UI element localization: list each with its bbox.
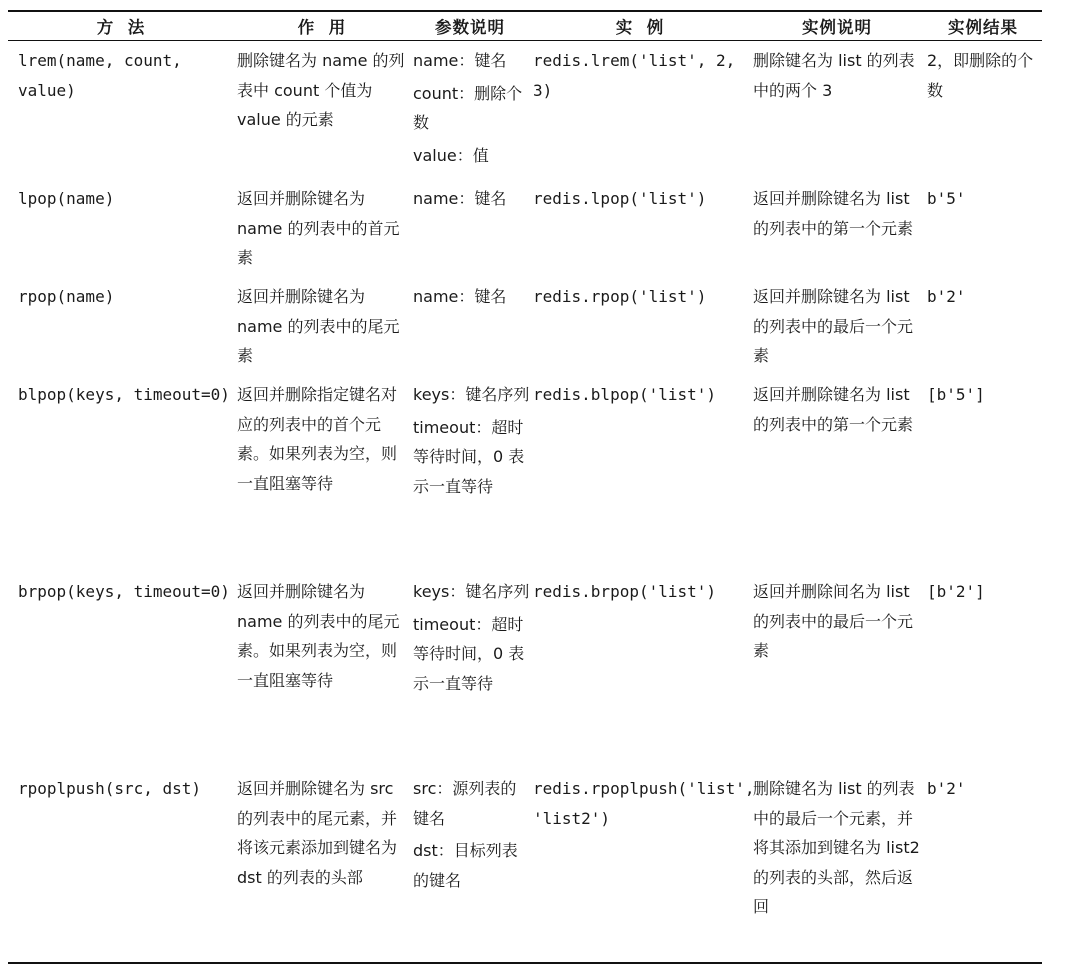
params-cell bbox=[410, 276, 530, 374]
result-cell: b'2' bbox=[927, 287, 966, 306]
purpose-cell: 返回并删除键名为 src 的列表中的尾元素，并将该元素添加到键名为 dst 的列表的头部 bbox=[237, 779, 398, 887]
example-desc-cell: 返回并删除键名为 list 的列表中的最后一个元素 bbox=[753, 287, 914, 365]
header-example-result: 实例结果 bbox=[948, 18, 1018, 37]
example-cell: redis.lpop('list') bbox=[533, 189, 707, 208]
params-cell bbox=[410, 768, 530, 958]
table-row bbox=[8, 374, 1042, 571]
header-method: 方 法 bbox=[96, 18, 146, 37]
params-cell bbox=[410, 374, 530, 571]
example-cell: redis.blpop('list') bbox=[533, 385, 717, 404]
header-purpose: 作 用 bbox=[297, 18, 347, 37]
table-row bbox=[8, 276, 1042, 374]
params-cell bbox=[410, 178, 530, 276]
param-item: keys：键名序列 bbox=[413, 385, 530, 404]
param-item: name：键名 bbox=[413, 287, 507, 306]
purpose-cell: 返回并删除键名为 name 的列表中的首元素 bbox=[237, 189, 400, 267]
param-item: keys：键名序列 bbox=[413, 582, 530, 601]
table-row bbox=[8, 768, 1042, 958]
example-desc-cell: 返回并删除键名为 list 的列表中的第一个元素 bbox=[753, 385, 914, 434]
table-header-row bbox=[8, 12, 1042, 40]
table-bottom-rule bbox=[8, 962, 1042, 964]
param-item: name：键名 bbox=[413, 189, 507, 208]
purpose-cell: 删除键名为 name 的列表中 count 个值为 value 的元素 bbox=[237, 51, 405, 129]
result-cell: b'5' bbox=[927, 189, 966, 208]
purpose-cell: 返回并删除键名为 name 的列表中的尾元素。如果列表为空，则一直阻塞等待 bbox=[237, 582, 400, 690]
redis-list-methods-table bbox=[8, 12, 1042, 958]
method-cell: rpop(name) bbox=[18, 287, 115, 306]
param-item: dst：目标列表的键名 bbox=[413, 841, 518, 890]
example-desc-cell: 删除键名为 list 的列表中的最后一个元素，并将其添加到键名为 list2 的列表的头部，然后返回 bbox=[753, 779, 920, 916]
example-cell: redis.brpop('list') bbox=[533, 582, 717, 601]
result-cell: [b'2'] bbox=[927, 582, 985, 601]
params-cell bbox=[410, 571, 530, 768]
param-item: value：值 bbox=[413, 145, 489, 165]
result-cell: b'2' bbox=[927, 779, 966, 798]
params-cell bbox=[410, 40, 530, 178]
param-item: name：键名 bbox=[413, 51, 507, 70]
purpose-cell: 返回并删除指定键名对应的列表中的首个元素。如果列表为空，则一直阻塞等待 bbox=[237, 385, 398, 493]
example-desc-cell: 返回并删除间名为 list 的列表中的最后一个元素 bbox=[753, 582, 914, 660]
method-cell: lrem(name, count, value) bbox=[18, 51, 182, 100]
purpose-cell: 返回并删除键名为 name 的列表中的尾元素 bbox=[237, 287, 400, 365]
param-item: count：删除个数 bbox=[413, 83, 523, 132]
method-cell: brpop(keys, timeout=0) bbox=[18, 582, 230, 601]
method-cell: lpop(name) bbox=[18, 189, 115, 208]
param-item: timeout：超时等待时间，0 表示一直等待 bbox=[413, 614, 525, 693]
result-cell: 2，即删除的个数 bbox=[927, 51, 1034, 100]
param-item: timeout：超时等待时间，0 表示一直等待 bbox=[413, 417, 525, 496]
example-cell: redis.rpoplpush('list', 'list2') bbox=[533, 779, 755, 828]
table-row bbox=[8, 178, 1042, 276]
example-cell: redis.lrem('list', 2, 3) bbox=[533, 51, 736, 100]
header-example-desc: 实例说明 bbox=[802, 18, 872, 37]
table-row bbox=[8, 40, 1042, 178]
header-example: 实 例 bbox=[615, 18, 665, 37]
table-row bbox=[8, 571, 1042, 768]
example-desc-cell: 删除键名为 list 的列表中的两个 3 bbox=[753, 51, 915, 100]
method-cell: blpop(keys, timeout=0) bbox=[18, 385, 230, 404]
header-params: 参数说明 bbox=[435, 18, 505, 37]
method-cell: rpoplpush(src, dst) bbox=[18, 779, 202, 798]
param-item: src：源列表的键名 bbox=[413, 779, 517, 828]
example-cell: redis.rpop('list') bbox=[533, 287, 707, 306]
example-desc-cell: 返回并删除键名为 list 的列表中的第一个元素 bbox=[753, 189, 914, 238]
result-cell: [b'5'] bbox=[927, 385, 985, 404]
